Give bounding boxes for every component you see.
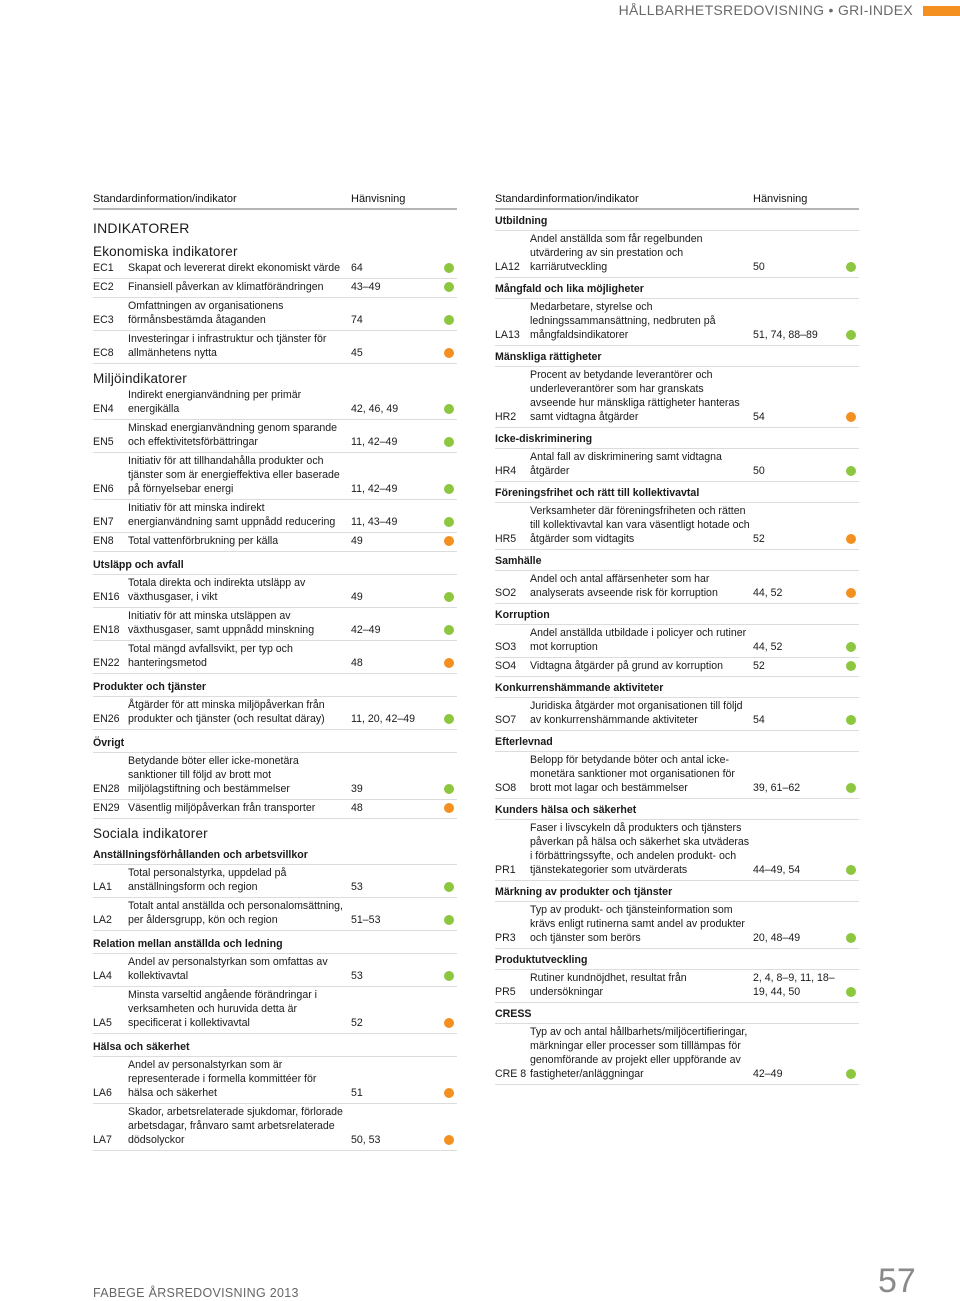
indicator-description: Andel anställda utbildade i policyer och rutiner mot korruption — [530, 627, 747, 653]
indicator-description: Omfattningen av organisationens förmånsbestämda åtaganden — [128, 300, 284, 326]
section-title-efterlevnad: Efterlevnad — [495, 736, 859, 752]
indicator-description: Antal fall av diskriminering samt vidtagna åtgärder — [530, 451, 722, 477]
section-title-kunders: Kunders hälsa och säkerhet — [495, 804, 859, 820]
status-dot-full — [444, 625, 454, 635]
page-reference: 42, 46, 49 — [351, 403, 399, 415]
section-title-ekonomiska: Ekonomiska indikatorer — [93, 244, 238, 259]
page-reference: 54 — [753, 411, 765, 423]
indicator-description: Totala direkta och indirekta utsläpp av växthusgaser, i vikt — [128, 577, 306, 603]
indicator-code: EN28 — [93, 783, 120, 795]
indicator-description: Andel och antal affärsenheter som har analyserats avseende risk för korruption — [530, 573, 718, 599]
status-dot-partial — [444, 1135, 454, 1145]
page-reference: 45 — [351, 347, 363, 359]
status-dot-partial — [444, 1018, 454, 1028]
indicator-description: Åtgärder för att minska miljöpåverkan från produkter och tjänster (och resultat däray) — [128, 699, 325, 725]
page-reference: 49 — [351, 535, 363, 547]
indicator-description: Procent av betydande leverantörer och underleverantörer som har granskats avseende hur mänskliga rättigheter hanteras samt vidtagna åtgärder — [530, 369, 740, 423]
status-dot-partial — [846, 534, 856, 544]
table-row — [495, 970, 859, 1003]
indicator-description: Andel anställda som får regelbunden utvärdering av sin prestation och karriärutveckling — [530, 233, 703, 273]
status-dot-full — [846, 262, 856, 272]
page-reference: 11, 42–49 — [351, 483, 398, 495]
section-title-anstallning: Anställningsförhållanden och arbetsvillkor — [93, 849, 457, 865]
indicator-description: Väsentlig miljöpåverkan från transporter — [128, 802, 316, 814]
page-reference: 44–49, 54 — [753, 864, 801, 876]
indicator-code: EN6 — [93, 483, 114, 495]
indicator-description: Initiativ för att tillhandahålla produkter och tjänster som är energieffektiva eller baserade på förnyelsebar energi — [128, 455, 340, 495]
table-row — [495, 449, 859, 482]
table-row — [93, 753, 457, 800]
indicator-code: EC1 — [93, 262, 114, 274]
page-reference: 11, 42–49 — [351, 436, 398, 448]
indicator-description: Minsta varseltid angående förändringar i verksamheten och huruvida detta är specificerat i kollektivavtal — [128, 989, 318, 1029]
page-reference: 39, 61–62 — [753, 782, 801, 794]
table-row — [93, 298, 457, 331]
indicator-code: PR5 — [495, 986, 516, 998]
column-header — [495, 193, 859, 208]
indicator-code: LA6 — [93, 1087, 112, 1099]
indicator-code: EN8 — [93, 535, 114, 547]
page-reference: 50 — [753, 465, 765, 477]
halsa-table — [93, 1057, 457, 1151]
table-row — [93, 331, 457, 364]
indicator-description: Initiativ för att minska utsläppen av växthusgaser, samt uppnådd minskning — [128, 610, 315, 636]
column-header-reference: Hänvisning — [753, 193, 808, 205]
page-reference: 2, 4, 8–9, 11, 18–19, 44, 50 — [753, 972, 835, 998]
utslapp-table — [93, 575, 457, 674]
indicator-description: Vidtagna åtgärder på grund av korruption — [530, 660, 723, 672]
column-header-indicator: Standardinformation/indikator — [93, 193, 237, 205]
page-reference: 49 — [351, 591, 363, 603]
indicator-description: Initiativ för att minska indirekt energianvändning samt uppnådd reducering — [128, 502, 336, 528]
indicator-code: HR2 — [495, 411, 517, 423]
page-reference: 42–49 — [351, 624, 381, 636]
indicator-description: Andel av personalstyrkan som är representerade i formella kommittéer för hälsa och säkerhet — [128, 1059, 317, 1099]
indicator-description: Betydande böter eller icke-monetära sanktioner till följd av brott mot miljölagstiftning och bestämmelser — [128, 755, 299, 795]
page-number: 57 — [878, 1262, 916, 1300]
page-reference: 51–53 — [351, 914, 381, 926]
utbildning-table — [495, 231, 859, 278]
indicator-code: SO7 — [495, 714, 517, 726]
produkter-table — [93, 697, 457, 730]
section-title-miljo: Miljöindikatorer — [93, 371, 187, 386]
section-title-utbildning: Utbildning — [495, 215, 859, 231]
section-title-ovrigt: Övrigt — [93, 737, 457, 753]
status-dot-full — [444, 282, 454, 292]
efterlevnad-table — [495, 752, 859, 799]
mansklig-table — [495, 367, 859, 428]
indicator-code: LA4 — [93, 970, 112, 982]
table-row — [93, 954, 457, 987]
indicator-description: Totalt antal anställda och personalomsättning, per åldersgrupp, kön och region — [128, 900, 343, 926]
anstallning-table — [93, 865, 457, 931]
status-dot-partial — [846, 412, 856, 422]
status-dot-full — [444, 484, 454, 494]
table-row — [495, 752, 859, 799]
divider — [93, 208, 457, 210]
indicator-description: Skapat och levererat direkt ekonomiskt värde — [128, 262, 340, 274]
status-dot-full — [444, 263, 454, 273]
section-title-utslapp: Utsläpp och avfall — [93, 559, 457, 575]
section-title-mansklig: Mänskliga rättigheter — [495, 351, 859, 367]
indicator-code: EN29 — [93, 802, 120, 814]
indicator-description: Total mängd avfallsvikt, per typ och hanteringsmetod — [128, 643, 293, 669]
table-row — [93, 575, 457, 608]
konkurrens-table — [495, 698, 859, 731]
table-row — [495, 299, 859, 346]
indicator-description: Typ av och antal hållbarhets/miljöcertifieringar, märkningar eller processer som tilllämpas för genomförande av projekt eller uppförande av fastigheter/anläggningar — [530, 1026, 748, 1080]
indicator-code: LA12 — [495, 261, 520, 273]
indicator-code: LA7 — [93, 1134, 112, 1146]
indicator-description: Investeringar i infrastruktur och tjänster för allmänhetens nytta — [128, 333, 327, 359]
page-reference: 48 — [351, 802, 363, 814]
table-row — [93, 420, 457, 453]
markning-table — [495, 902, 859, 949]
produktutv-table — [495, 970, 859, 1003]
indicator-code: SO2 — [495, 587, 517, 599]
miljo-table — [93, 387, 457, 552]
page-reference: 44, 52 — [753, 641, 783, 653]
section-title-forening: Föreningsfrihet och rätt till kollektivavtal — [495, 487, 859, 503]
table-row — [495, 902, 859, 949]
indicator-code: EN5 — [93, 436, 114, 448]
table-row — [495, 820, 859, 881]
page-reference: 52 — [753, 533, 765, 545]
indicator-code: EC3 — [93, 314, 114, 326]
page-reference: 11, 43–49 — [351, 516, 398, 528]
indicator-code: EN4 — [93, 403, 114, 415]
table-row — [93, 1104, 457, 1151]
section-title-halsa: Hälsa och säkerhet — [93, 1041, 457, 1057]
status-dot-full — [846, 865, 856, 875]
section-title-mangfald: Mångfald och lika möjligheter — [495, 283, 859, 299]
indicator-code: EN16 — [93, 591, 120, 603]
section-title-produkter: Produkter och tjänster — [93, 681, 457, 697]
status-dot-full — [444, 517, 454, 527]
indicator-description: Finansiell påverkan av klimatförändringen — [128, 281, 324, 293]
table-row — [93, 1057, 457, 1104]
table-row — [495, 367, 859, 428]
table-row — [495, 698, 859, 731]
table-row — [495, 231, 859, 278]
table-row — [93, 533, 457, 552]
page-reference: 64 — [351, 262, 363, 274]
section-title-sociala: Sociala indikatorer — [93, 826, 208, 841]
status-dot-full — [444, 404, 454, 414]
table-row — [93, 279, 457, 298]
relation-table — [93, 954, 457, 1034]
page-reference: 50, 53 — [351, 1134, 381, 1146]
table-row — [93, 260, 457, 279]
left-column — [93, 193, 457, 1151]
indicator-description: Total personalstyrka, uppdelad på anställningsform och region — [128, 867, 287, 893]
page-reference: 51, 74, 88–89 — [753, 329, 818, 341]
status-dot-full — [444, 315, 454, 325]
status-dot-full — [846, 987, 856, 997]
indicator-code: EC2 — [93, 281, 114, 293]
status-dot-full — [444, 915, 454, 925]
indicator-code: LA13 — [495, 329, 520, 341]
kunders-table — [495, 820, 859, 881]
indicator-description: Faser i livscykeln då produkters och tjänsters påverkan på hälsa och säkerhet ska utväderas i förbättringssyfte, och andelen produkt- och tjänstekategorier som utvärderats — [530, 822, 750, 876]
indicator-description: Juridiska åtgärder mot organisationen till följd av konkurrenshämmande aktiviteter — [530, 700, 743, 726]
page-reference: 42–49 — [753, 1068, 783, 1080]
indicator-code: HR4 — [495, 465, 517, 477]
page-reference: 54 — [753, 714, 765, 726]
page-reference: 39 — [351, 783, 363, 795]
table-row — [495, 571, 859, 604]
status-dot-full — [846, 933, 856, 943]
korruption-table — [495, 625, 859, 677]
status-dot-full — [846, 1069, 856, 1079]
section-title-samhalle: Samhälle — [495, 555, 859, 571]
section-title-korruption: Korruption — [495, 609, 859, 625]
table-row — [93, 608, 457, 641]
indicator-code: HR5 — [495, 533, 517, 545]
status-dot-full — [444, 437, 454, 447]
page-reference: 48 — [351, 657, 363, 669]
ickedisk-table — [495, 449, 859, 482]
table-row — [495, 503, 859, 550]
status-dot-full — [444, 592, 454, 602]
column-header — [93, 193, 457, 208]
indicator-code: LA2 — [93, 914, 112, 926]
table-row — [495, 658, 859, 677]
status-dot-full — [846, 642, 856, 652]
page-reference: 43–49 — [351, 281, 381, 293]
table-row — [93, 697, 457, 730]
section-title-ickedisk: Icke-diskriminering — [495, 433, 859, 449]
forening-table — [495, 503, 859, 550]
indicator-code: EN26 — [93, 713, 120, 725]
page-reference: 53 — [351, 881, 363, 893]
status-dot-full — [846, 661, 856, 671]
samhalle-table — [495, 571, 859, 604]
page-reference: 52 — [753, 660, 765, 672]
table-row — [93, 898, 457, 931]
indicator-code: LA1 — [93, 881, 112, 893]
page-reference: 74 — [351, 314, 363, 326]
indicator-code: SO8 — [495, 782, 517, 794]
column-header-indicator: Standardinformation/indikator — [495, 193, 639, 205]
table-row — [93, 800, 457, 819]
status-dot-full — [444, 784, 454, 794]
indicator-description: Belopp för betydande böter och antal icke-monetära sanktioner mot organisationen för brott mot lagar och bestämmelser — [530, 754, 735, 794]
indicator-code: EN7 — [93, 516, 114, 528]
mangfald-table — [495, 299, 859, 346]
page-reference: 51 — [351, 1087, 363, 1099]
table-row — [495, 1024, 859, 1085]
status-dot-full — [444, 971, 454, 981]
indicator-code: LA5 — [93, 1017, 112, 1029]
cress-table — [495, 1024, 859, 1085]
page-reference: 52 — [351, 1017, 363, 1029]
status-dot-full — [444, 882, 454, 892]
indicator-code: PR1 — [495, 864, 516, 876]
indicator-code: PR3 — [495, 932, 516, 944]
indicator-code: EN18 — [93, 624, 120, 636]
status-dot-full — [444, 714, 454, 724]
right-column — [495, 193, 859, 1085]
indicator-code: EN22 — [93, 657, 120, 669]
table-row — [93, 865, 457, 898]
indicator-description: Typ av produkt- och tjänsteinformation som krävs enligt rutinerna samt andel av produkter och tjänster som berörs — [530, 904, 745, 944]
indicator-description: Indirekt energianvändning per primär energikälla — [128, 389, 302, 415]
status-dot-partial — [444, 348, 454, 358]
status-dot-partial — [444, 1088, 454, 1098]
indicator-description: Andel av personalstyrkan som omfattas av kollektivavtal — [128, 956, 328, 982]
table-row — [93, 387, 457, 420]
indicator-description: Total vattenförbrukning per källa — [128, 535, 279, 547]
footer-company: FABEGE ÅRSREDOVISNING 2013 — [93, 1286, 299, 1300]
section-title-indikatorer: INDIKATORER — [93, 220, 190, 236]
indicator-description: Verksamheter där föreningsfriheten och rätten till kollektivavtal kan vara väsentligt hotade och åtgärder som vidtagits — [530, 505, 750, 545]
header-accent-bar — [923, 6, 960, 16]
section-title-cress: CRESS — [495, 1008, 859, 1024]
page-reference: 20, 48–49 — [753, 932, 801, 944]
section-title-produktutv: Produktutveckling — [495, 954, 859, 970]
page-reference: 53 — [351, 970, 363, 982]
section-title-relation: Relation mellan anställda och ledning — [93, 938, 457, 954]
table-row — [93, 987, 457, 1034]
indicator-description: Minskad energianvändning genom sparande och effektivitetsförbättringar — [128, 422, 338, 448]
indicator-code: SO3 — [495, 641, 517, 653]
indicator-code: CRE 8 — [495, 1068, 527, 1080]
section-title-markning: Märkning av produkter och tjänster — [495, 886, 859, 902]
ovrigt-table — [93, 753, 457, 819]
section-title-konkurrens: Konkurrenshämmande aktiviteter — [495, 682, 859, 698]
page-reference: 11, 20, 42–49 — [351, 713, 416, 725]
table-row — [93, 641, 457, 674]
status-dot-full — [846, 783, 856, 793]
divider — [495, 208, 859, 210]
indicator-description: Medarbetare, styrelse och ledningssammansättning, nedbruten på mångfaldsindikatorer — [530, 301, 716, 341]
indicator-code: SO4 — [495, 660, 517, 672]
page-reference: 50 — [753, 261, 765, 273]
status-dot-full — [846, 715, 856, 725]
indicator-description: Skador, arbetsrelaterade sjukdomar, förlorade arbetsdagar, frånvaro samt arbetsrelaterade dödsolyckor — [128, 1106, 343, 1146]
table-row — [495, 625, 859, 658]
status-dot-partial — [444, 536, 454, 546]
indicator-code: EC8 — [93, 347, 114, 359]
status-dot-partial — [444, 658, 454, 668]
page-header: HÅLLBARHETSREDOVISNING • GRI-INDEX — [618, 2, 913, 18]
page-reference: 44, 52 — [753, 587, 783, 599]
indicator-description: Rutiner kundnöjdhet, resultat från undersökningar — [530, 972, 687, 998]
table-row — [93, 500, 457, 533]
table-row — [93, 453, 457, 500]
status-dot-partial — [444, 803, 454, 813]
status-dot-full — [846, 466, 856, 476]
status-dot-full — [846, 330, 856, 340]
status-dot-partial — [846, 588, 856, 598]
column-header-reference: Hänvisning — [351, 193, 406, 205]
ekonomiska-table — [93, 260, 457, 364]
